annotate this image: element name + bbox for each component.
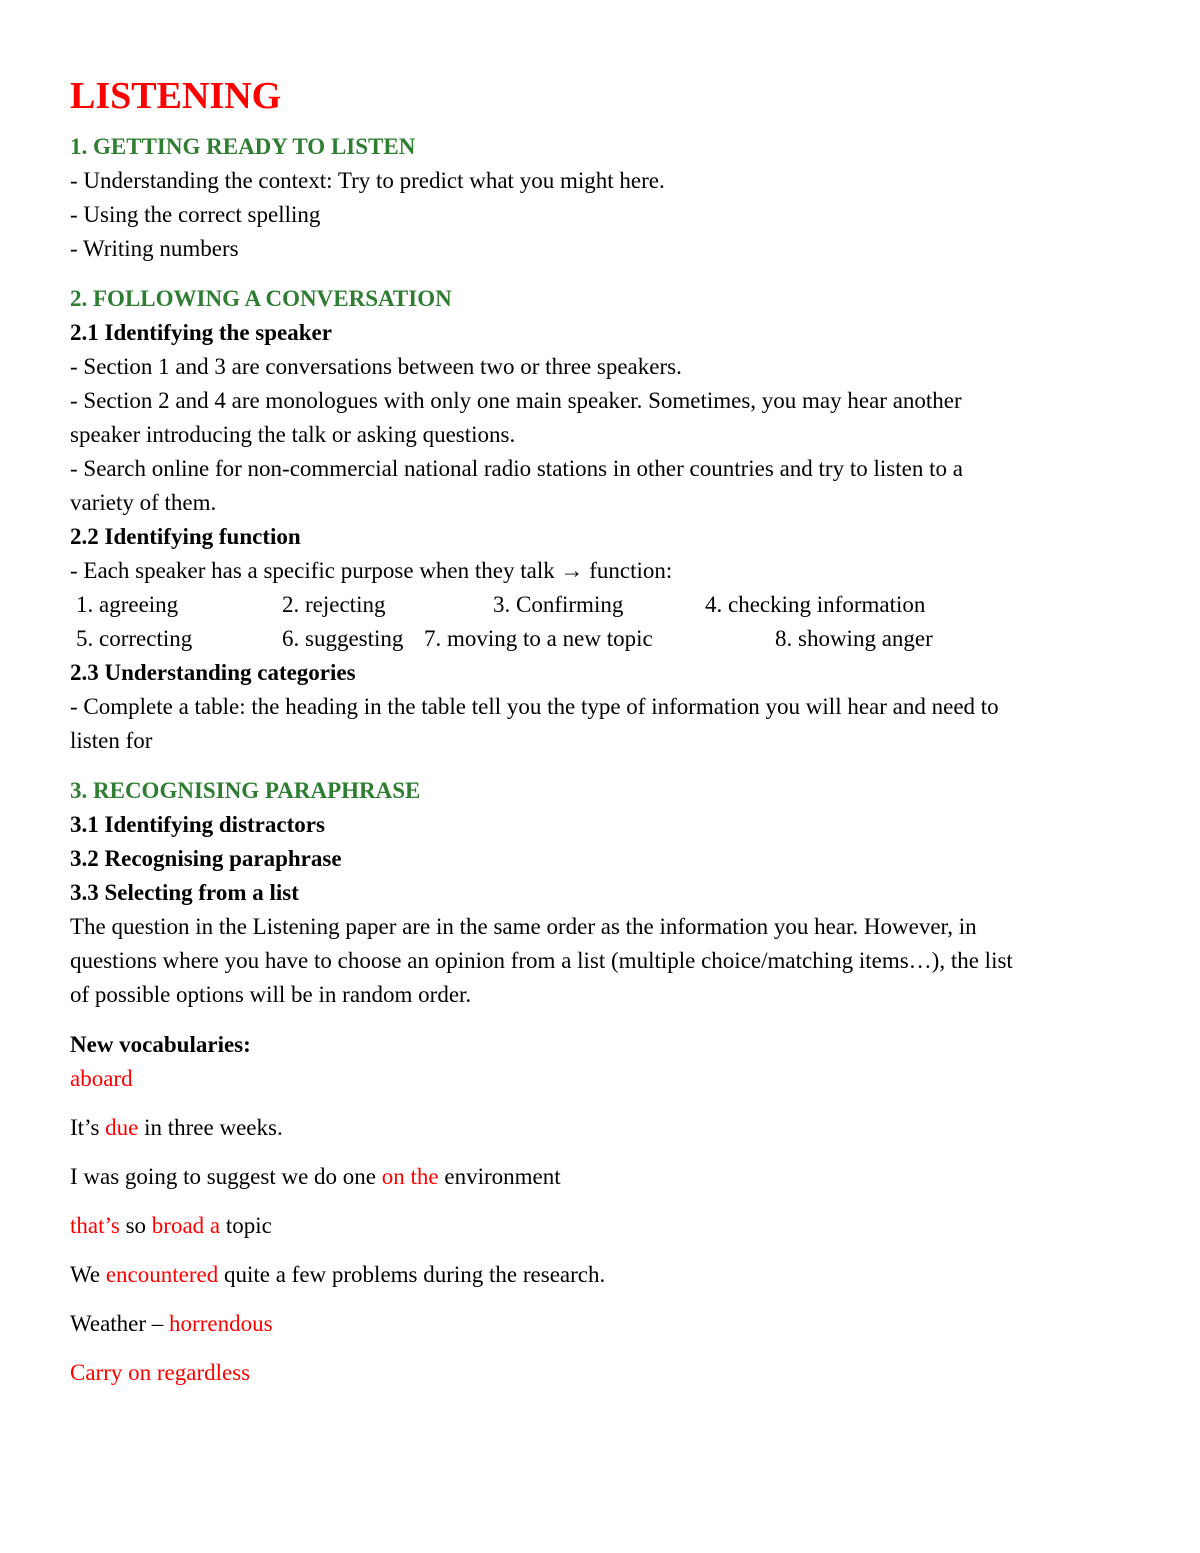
- subsection-2-1-line: - Search online for non-commercial national radio stations in other countries and try to listen to a: [70, 456, 963, 481]
- subsection-2-1-line: - Section 2 and 4 are monologues with only one main speaker. Sometimes, you may hear another: [70, 388, 962, 413]
- vocab-highlight: encountered: [105, 1262, 219, 1287]
- vocab-word: aboard: [70, 1066, 133, 1091]
- vocab-highlight: on the: [381, 1164, 439, 1189]
- subsection-3-3-heading: 3.3 Selecting from a list: [70, 880, 299, 905]
- section-3-body-line: of possible options will be in random order.: [70, 982, 472, 1007]
- function-item: 1. agreeing: [76, 592, 179, 617]
- vocab-highlight: that’s: [70, 1213, 120, 1238]
- vocab-heading: New vocabularies:: [70, 1032, 251, 1057]
- subsection-3-1-heading: 3.1 Identifying distractors: [70, 812, 325, 837]
- function-item: 5. correcting: [76, 626, 193, 651]
- section-2-heading: 2. FOLLOWING A CONVERSATION: [70, 286, 452, 311]
- sentence-text: Weather –: [70, 1311, 170, 1336]
- vocab-sentence: [70, 1258, 1130, 1292]
- section-1-item: - Writing numbers: [70, 236, 239, 261]
- vocab-highlight: horrendous: [169, 1311, 273, 1336]
- section-3-body-line: The question in the Listening paper are in the same order as the information you hear. However, in: [70, 914, 977, 939]
- function-list-row: [70, 622, 1130, 656]
- function-item: 8. showing anger: [775, 626, 933, 651]
- document-title: LISTENING: [70, 75, 282, 117]
- function-item: 7. moving to a new topic: [424, 626, 653, 651]
- subsection-2-1-line: - Section 1 and 3 are conversations between two or three speakers.: [70, 354, 682, 379]
- vocab-sentence: [70, 1307, 1130, 1341]
- subsection-2-1-line: speaker introducing the talk or asking questions.: [70, 422, 516, 447]
- section-1-heading: 1. GETTING READY TO LISTEN: [70, 134, 416, 159]
- vocab-sentence: [70, 1160, 1130, 1194]
- subsection-2-2-heading: 2.2 Identifying function: [70, 524, 301, 549]
- vocab-highlight: broad a: [151, 1213, 221, 1238]
- subsection-2-3-heading: 2.3 Understanding categories: [70, 660, 356, 685]
- function-item: 3. Confirming: [493, 592, 624, 617]
- section-1-item: - Using the correct spelling: [70, 202, 321, 227]
- function-list-row: [70, 588, 1130, 622]
- sentence-text: I was going to suggest we do one: [70, 1164, 382, 1189]
- sentence-text: It’s: [70, 1115, 106, 1140]
- subsection-2-3-line: - Complete a table: the heading in the table tell you the type of information you will hear and need to: [70, 694, 999, 719]
- section-3-body-line: questions where you have to choose an opinion from a list (multiple choice/matching items…), the list: [70, 948, 1013, 973]
- vocab-phrase: Carry on regardless: [70, 1360, 251, 1385]
- function-item: 4. checking information: [705, 592, 926, 617]
- document-page: [70, 70, 1130, 1390]
- subsection-2-1-heading: 2.1 Identifying the speaker: [70, 320, 332, 345]
- subsection-2-1-line: variety of them.: [70, 490, 217, 515]
- subsection-3-2-heading: 3.2 Recognising paraphrase: [70, 846, 342, 871]
- subsection-2-2-intro: - Each speaker has a specific purpose when they talk → function:: [70, 558, 673, 583]
- sentence-text: We: [70, 1262, 106, 1287]
- sentence-text: in three weeks.: [138, 1115, 283, 1140]
- vocab-highlight: due: [105, 1115, 139, 1140]
- vocab-sentence: [70, 1209, 1130, 1243]
- function-item: 2. rejecting: [282, 592, 386, 617]
- subsection-2-3-line: listen for: [70, 728, 153, 753]
- function-item: 6. suggesting: [282, 626, 404, 651]
- sentence-text: environment: [438, 1164, 561, 1189]
- section-1-item: - Understanding the context: Try to predict what you might here.: [70, 168, 665, 193]
- vocab-sentence: [70, 1111, 1130, 1145]
- sentence-text: so: [119, 1213, 152, 1238]
- sentence-text: topic: [220, 1213, 272, 1238]
- sentence-text: quite a few problems during the research.: [218, 1262, 606, 1287]
- section-3-heading: 3. RECOGNISING PARAPHRASE: [70, 778, 421, 803]
